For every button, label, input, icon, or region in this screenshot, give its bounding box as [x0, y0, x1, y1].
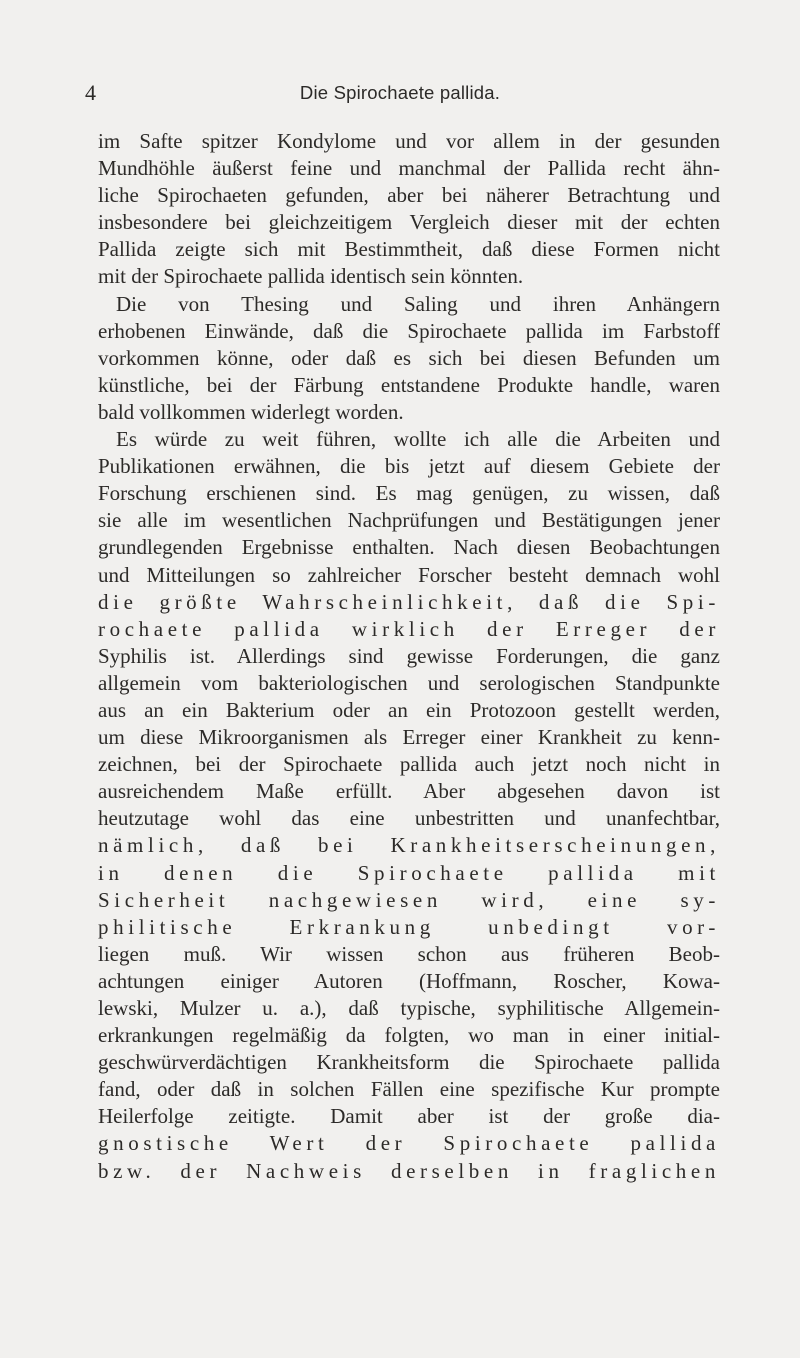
text-line: fand, oder daß in solchen Fällen eine spezifische Kur prompte — [98, 1077, 720, 1102]
text-line: grundlegenden Ergebnisse enthalten. Nach diesen Beobachtungen — [98, 535, 720, 560]
text-line: Forschung erschienen sind. Es mag genügen, zu wissen, daß — [98, 481, 720, 506]
text-line: Mundhöhle äußerst feine und manchmal der Pallida recht ähn- — [98, 156, 720, 181]
page-header — [0, 80, 800, 110]
text-line: bald vollkommen widerlegt worden. — [98, 399, 404, 424]
text-line: Publikationen erwähnen, die bis jetzt auf diesem Gebiete der — [98, 454, 720, 479]
text-line: erkrankungen regelmäßig da folgten, wo man in einer initial- — [98, 1023, 720, 1048]
text-line: Sicherheit nachgewiesen wird, eine sy- — [98, 887, 720, 912]
text-line: gnostische Wert der Spirochaete pallida — [98, 1131, 720, 1156]
text-line: insbesondere bei gleichzeitigem Vergleich dieser mit der echten — [98, 210, 720, 235]
text-line: liegen muß. Wir wissen schon aus früheren Beob- — [98, 941, 720, 966]
text-line: Die von Thesing und Saling und ihren Anhängern — [116, 291, 720, 316]
text-line: philitische Erkrankung unbedingt vor- — [98, 914, 720, 939]
text-line: ausreichendem Maße erfüllt. Aber abgesehen davon ist — [98, 779, 720, 804]
text-line: zeichnen, bei der Spirochaete pallida auch jetzt noch nicht in — [98, 752, 720, 777]
page-number: 4 — [85, 80, 96, 105]
text-line: liche Spirochaeten gefunden, aber bei näherer Betrachtung und — [98, 183, 720, 208]
text-line: Es würde zu weit führen, wollte ich alle die Arbeiten und — [116, 427, 720, 452]
text-line: die größte Wahrscheinlichkeit, daß die Spi- — [98, 589, 720, 614]
text-line: um diese Mikroorganismen als Erreger einer Krankheit zu kenn- — [98, 725, 720, 750]
text-line: in denen die Spirochaete pallida mit — [98, 860, 720, 885]
text-line: Syphilis ist. Allerdings sind gewisse Forderungen, die ganz — [98, 643, 720, 668]
text-line: und Mitteilungen so zahlreicher Forscher besteht demnach wohl — [98, 562, 720, 587]
text-line: Heilerfolge zeitigte. Damit aber ist der große dia- — [98, 1104, 720, 1129]
text-line: im Safte spitzer Kondylome und vor allem in der gesunden — [98, 129, 720, 153]
text-line: erhobenen Einwände, daß die Spirochaete pallida im Farbstoff — [98, 318, 720, 343]
body-text — [98, 128, 720, 1185]
text-line: Pallida zeigte sich mit Bestimmtheit, daß diese Formen nicht — [98, 237, 720, 262]
text-line: aus an ein Bakterium oder an ein Protozoon gestellt werden, — [98, 697, 720, 722]
text-line: heutzutage wohl das eine unbestritten und unanfechtbar, — [98, 806, 720, 831]
text-line: mit der Spirochaete pallida identisch sein könnten. — [98, 264, 524, 289]
running-title: Die Spirochaete pallida. — [299, 82, 501, 103]
text-line: geschwürverdächtigen Krankheitsform die Spirochaete pallida — [98, 1050, 720, 1075]
text-line: künstliche, bei der Färbung entstandene Produkte handle, waren — [98, 372, 720, 397]
text-line: sie alle im wesentlichen Nachprüfungen und Bestätigungen jener — [98, 508, 720, 533]
text-line: achtungen einiger Autoren (Hoffmann, Roscher, Kowa- — [98, 968, 720, 993]
text-line: bzw. der Nachweis derselben in fraglichen — [98, 1158, 720, 1183]
text-line: lewski, Mulzer u. a.), daß typische, syphilitische Allgemein- — [98, 996, 720, 1020]
text-line: allgemein vom bakteriologischen und serologischen Standpunkte — [98, 670, 720, 695]
text-line: rochaete pallida wirklich der Erreger der — [98, 616, 720, 641]
text-line: nämlich, daß bei Krankheitserscheinungen, — [98, 833, 720, 858]
text-line: vorkommen könne, oder daß es sich bei diesen Befunden um — [98, 345, 720, 370]
